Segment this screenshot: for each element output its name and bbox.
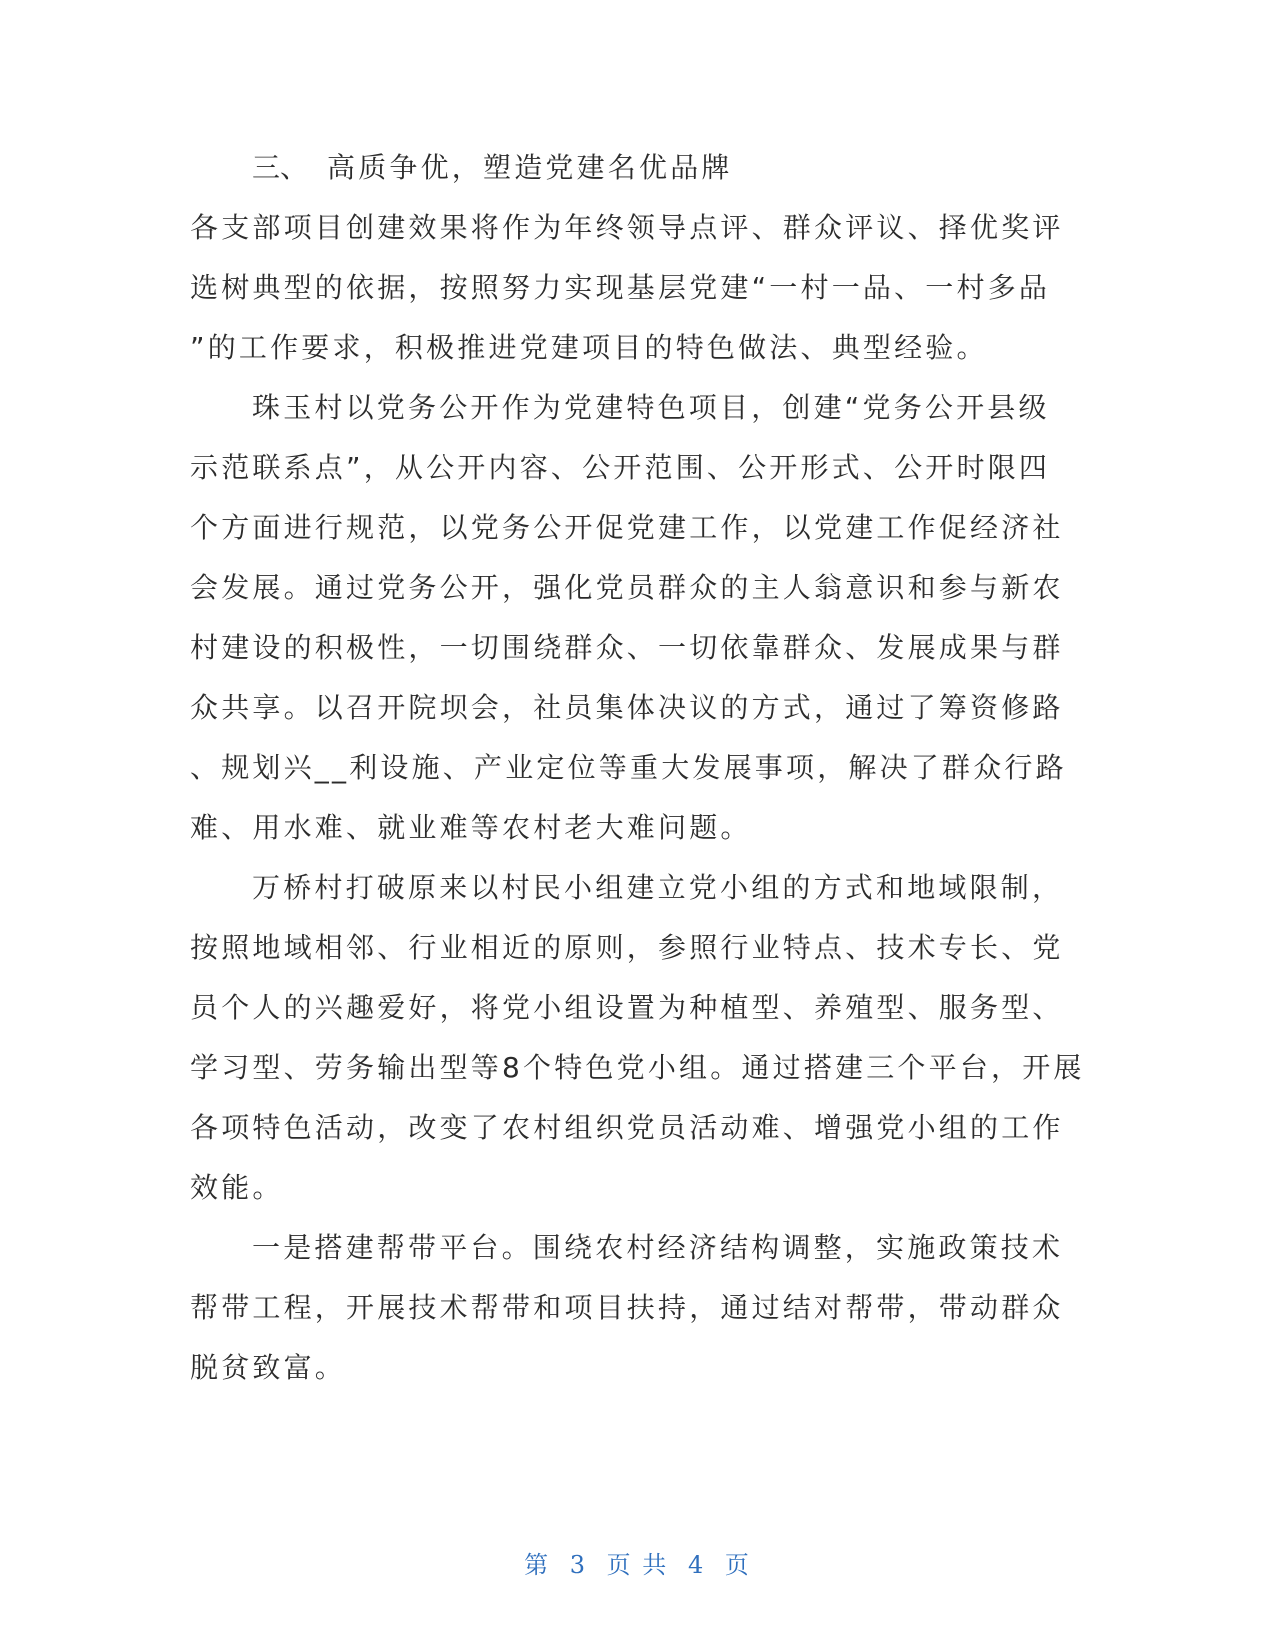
paragraph-line: 各项特色活动，改变了农村组织党员活动难、增强党小组的工作 [190,1111,1064,1144]
footer-prefix: 第 [524,1551,551,1579]
paragraph-line: ”的工作要求，积极推进党建项目的特色做法、典型经验。 [190,331,988,364]
paragraph-line: 效能。 [190,1171,284,1204]
paragraph-1 [190,198,1090,378]
section-heading-title: 高质争优，塑造党建名优品牌 [327,151,733,184]
paragraph-3 [190,858,1090,1218]
paragraph-2 [190,378,1090,858]
paragraph-4 [190,1218,1090,1398]
paragraph-line: 众共享。以召开院坝会，社员集体决议的方式，通过了筹资修路 [190,691,1064,724]
footer-middle: 页 共 [606,1551,669,1579]
total-pages-number: 4 [687,1551,706,1579]
current-page-number: 3 [569,1551,588,1579]
paragraph-line: 示范联系点”，从公开内容、公开范围、公开形式、公开时限四 [190,451,1051,484]
paragraph-line: 按照地域相邻、行业相近的原则，参照行业特点、技术专长、党 [190,931,1064,964]
section-heading [190,138,1090,198]
paragraph-line: 个方面进行规范，以党务公开促党建工作，以党建工作促经济社 [190,511,1064,544]
section-heading-number: 三、 [252,151,309,184]
paragraph-line: 难、用水难、就业难等农村老大难问题。 [190,811,752,844]
paragraph-line: 会发展。通过党务公开，强化党员群众的主人翁意识和参与新农 [190,571,1064,604]
footer-suffix: 页 [724,1551,751,1579]
paragraph-line: 珠玉村以党务公开作为党建特色项目，创建“党务公开县级 [252,391,1050,424]
paragraph-line: 村建设的积极性，一切围绕群众、一切依靠群众、发展成果与群 [190,631,1064,664]
paragraph-line: 学习型、劳务输出型等8个特色党小组。通过搭建三个平台，开展 [190,1051,1085,1084]
paragraph-line: 脱贫致富。 [190,1351,347,1384]
paragraph-line: 选树典型的依据，按照努力实现基层党建“一村一品、一村多品 [190,271,1051,304]
document-body [190,138,1090,1398]
page-footer [0,1545,1275,1580]
paragraph-line: 帮带工程，开展技术帮带和项目扶持，通过结对帮带，带动群众 [190,1291,1064,1324]
paragraph-line: 万桥村打破原来以村民小组建立党小组的方式和地域限制， [252,871,1064,904]
paragraph-line: 各支部项目创建效果将作为年终领导点评、群众评议、择优奖评 [190,211,1064,244]
paragraph-line: 员个人的兴趣爱好，将党小组设置为种植型、养殖型、服务型、 [190,991,1064,1024]
paragraph-line: 、规划兴__利设施、产业定位等重大发展事项，解决了群众行路 [190,751,1067,784]
paragraph-line: 一是搭建帮带平台。围绕农村经济结构调整，实施政策技术 [252,1231,1064,1264]
